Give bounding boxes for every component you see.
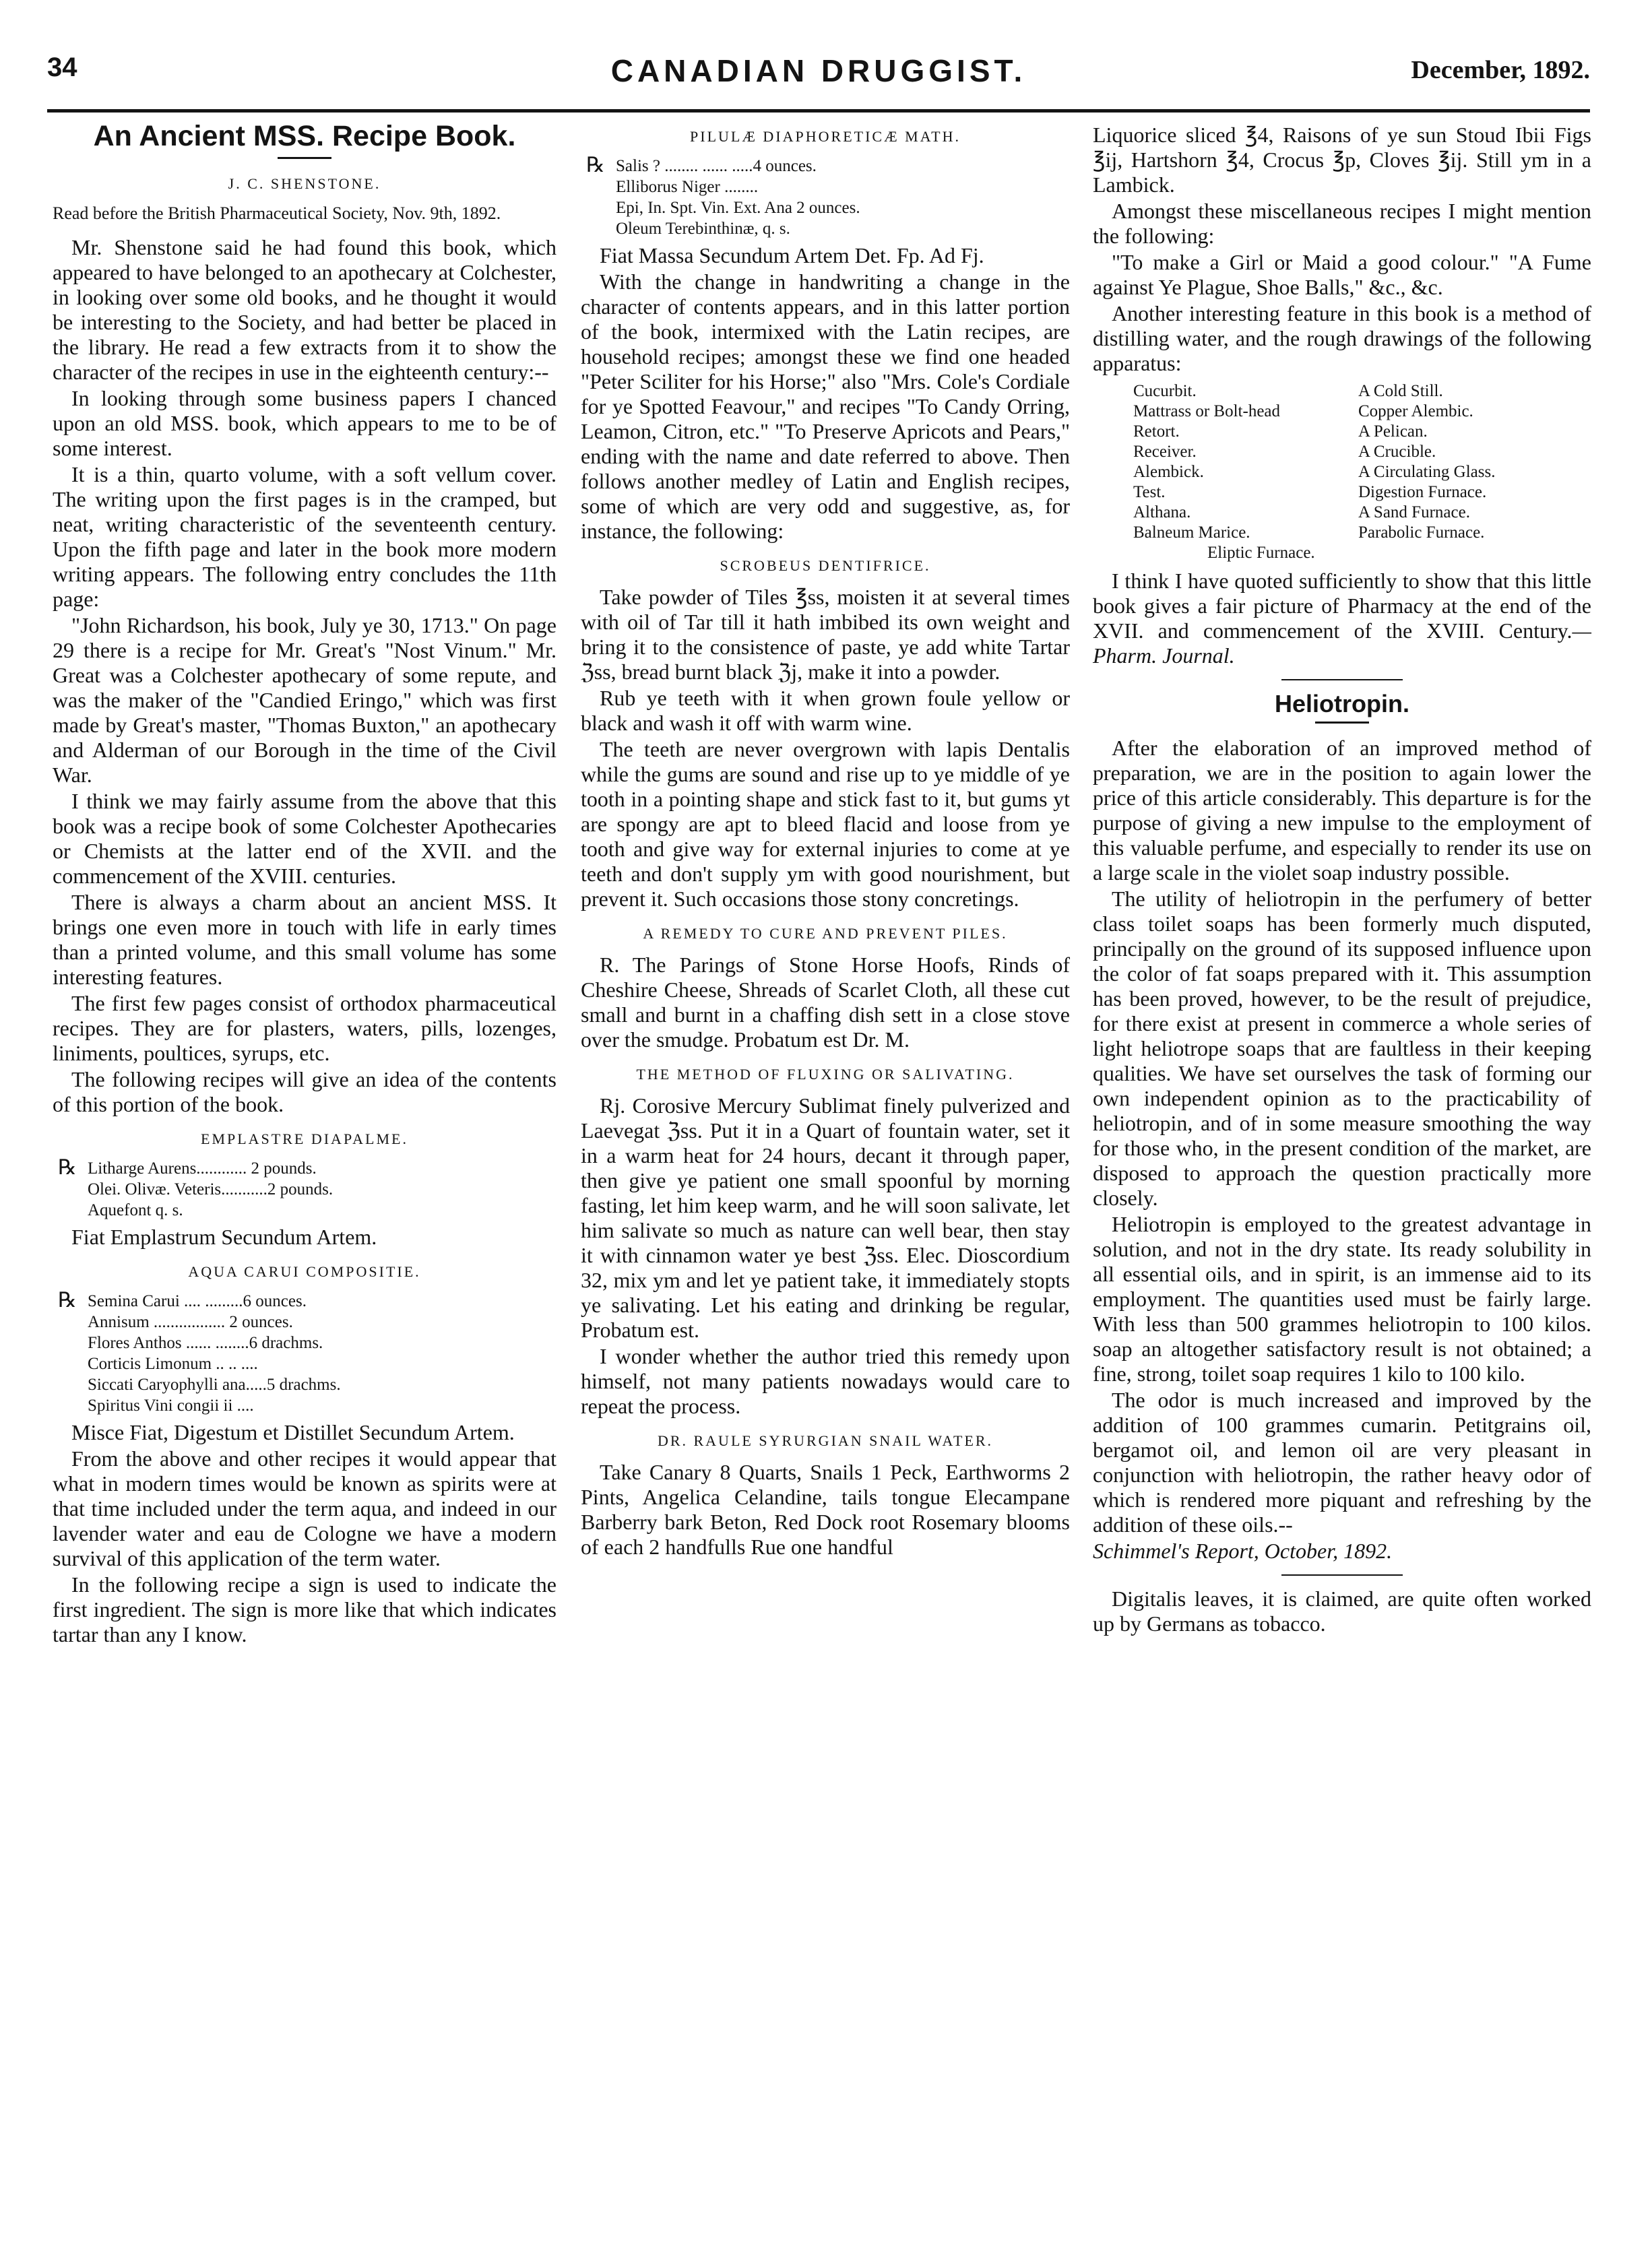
title-divider bbox=[278, 157, 331, 159]
article-divider bbox=[1281, 679, 1403, 680]
recipe-sign-icon: ℞ bbox=[586, 153, 605, 177]
recipe-sign-icon: ℞ bbox=[58, 1288, 77, 1312]
column-left bbox=[53, 120, 557, 1648]
ingredient: Elliborus Niger ........ bbox=[616, 178, 759, 196]
paragraph: I think we may fairly assume from the above that this book was a recipe book of some Colchester Apothecaries or Chemists at the latter end of the XVII. and the commencement of the XVIII. centuries. bbox=[53, 789, 557, 888]
paragraph: In looking through some business papers I chanced upon an old MSS. book, which appears to me to be of some interest. bbox=[53, 386, 557, 460]
paragraph: After the elaboration of an improved method of preparation, we are in the position to again lower the price of this article considerably. This departure is for the purpose of giving a new impulse to the employment of this valuable perfume, and especially to render its use on a large scale in the violet soap industry possible. bbox=[1093, 736, 1591, 885]
paragraph: Take Canary 8 Quarts, Snails 1 Peck, Earthworms 2 Pints, Angelica Celandine, tails tongue Elecampane Barberry bark Beton, Red Dock root Rosemary blooms of each 2 handfulls Rue one handful bbox=[581, 1460, 1070, 1559]
recipe-instruction: Fiat Massa Secundum Artem Det. Fp. Ad Fj. bbox=[600, 243, 984, 267]
paragraph: I wonder whether the author tried this remedy upon himself, not many patients nowadays would care to repeat the process. bbox=[581, 1344, 1070, 1418]
paragraph: There is always a charm about an ancient MSS. It brings one even more in touch with life in early times than a printed volume, and this small volume has some interesting features. bbox=[53, 890, 557, 989]
page-header bbox=[47, 53, 1590, 94]
recipe-ingredients bbox=[581, 153, 1070, 239]
apparatus-item: Test. bbox=[1133, 483, 1166, 501]
paragraph: The first few pages consist of orthodox pharmaceutical recipes. They are for plasters, waters, pills, lozenges, liniments, poultices, syrups, etc. bbox=[53, 991, 557, 1065]
paragraph: "John Richardson, his book, July ye 30, 1713." On page 29 there is a recipe for Mr. Great's "Nost Vinum." Mr. Great was a Colchester apothecary of some repute, and was the maker of the "Candied Eringo," which was first made by Great's master, "Thomas Buxton," an apothecary and Alderman of our Borough in the time of the Civil War. bbox=[53, 613, 557, 787]
recipe-ingredients bbox=[53, 1155, 557, 1221]
paragraph bbox=[1093, 569, 1591, 668]
apparatus-item: Retort. bbox=[1133, 422, 1180, 441]
paragraph: Take powder of Tiles ℥ss, moisten it at several times with oil of Tar till it hath imbibed its own weight and bring it to the consistence of paste, ye add white Tartar ℨss, bread burnt black ℨj, make it into a powder. bbox=[581, 585, 1070, 684]
page-number: 34 bbox=[47, 53, 77, 82]
paragraph: The odor is much increased and improved by the addition of 100 grammes cumarin. Petitgrains oil, bergamot oil, and lemon oil are very pleasant in conjunction with heliotropin, the rather heavy odor of which is rendered more piquant and refreshing by the addition of these oils.-- bbox=[1093, 1388, 1591, 1537]
paragraph: From the above and other recipes it would appear that what in modern times would be known as spirits were at that time included under the term aqua, and indeed in our lavender water and eau de Cologne we have a modern survival of this application of the term water. bbox=[53, 1446, 557, 1570]
ingredient: Spiritus Vini congii ii .... bbox=[88, 1397, 254, 1415]
publication-title: CANADIAN DRUGGIST. bbox=[610, 53, 1027, 88]
title-divider bbox=[1315, 722, 1369, 724]
ingredient: Semina Carui .... .........6 ounces. bbox=[88, 1292, 307, 1310]
article-title: An Ancient MSS. Recipe Book. bbox=[93, 120, 516, 152]
recipe-heading: AQUA CARUI COMPOSITIE. bbox=[188, 1263, 421, 1280]
header-rule bbox=[47, 109, 1590, 113]
paragraph: Liquorice sliced ℥4, Raisons of ye sun Stoud Ibii Figs ℥ij, Hartshorn ℥4, Crocus ℥p, Cloves ℥ij. Still ym in a Lambick. bbox=[1093, 123, 1591, 197]
column-middle bbox=[581, 123, 1070, 1561]
apparatus-item: Mattrass or Bolt-head bbox=[1133, 402, 1281, 420]
ingredient: Epi, In. Spt. Vin. Ext. Ana 2 ounces. bbox=[616, 199, 860, 217]
apparatus-item: Eliptic Furnace. bbox=[1207, 544, 1315, 562]
ingredient: Olei. Olivæ. Veteris...........2 pounds. bbox=[88, 1180, 333, 1198]
recipe-heading: PILULÆ DIAPHORETICÆ MATH. bbox=[690, 128, 961, 145]
paragraph: The teeth are never overgrown with lapis Dentalis while the gums are sound and rise up to ye middle of ye tooth in a pointing shape and stick fast to it, but gums yt are spongy are apt to bleed flacid and loose from ye tooth and give way for external injuries to come at ye teeth and don't supply ym with good nourishment, but prevent it. Such occasions those stony concretings. bbox=[581, 737, 1070, 911]
paragraph: Rub ye teeth with it when grown foule yellow or black and wash it off with warm wine. bbox=[581, 686, 1070, 735]
ingredient: Flores Anthos ...... ........6 drachms. bbox=[88, 1334, 323, 1352]
recipe-heading: A REMEDY TO CURE AND PREVENT PILES. bbox=[643, 925, 1008, 942]
ingredient: Corticis Limonum .. .. .... bbox=[88, 1355, 258, 1373]
paragraph: In the following recipe a sign is used to indicate the first ingredient. The sign is more like that which indicates tartar than any I know. bbox=[53, 1572, 557, 1646]
paragraph: R. The Parings of Stone Horse Hoofs, Rinds of Cheshire Cheese, Shreads of Scarlet Cloth, all these cut small and burnt in a chaffing dish sett in a close stove over the smudge. Probatum est Dr. M. bbox=[581, 953, 1070, 1052]
recipe-instruction: Fiat Emplastrum Secundum Artem. bbox=[71, 1225, 377, 1249]
read-note: Read before the British Pharmaceutical Society, Nov. 9th, 1892. bbox=[53, 203, 501, 223]
ingredient: Litharge Aurens............ 2 pounds. bbox=[88, 1159, 317, 1178]
apparatus-item: A Circulating Glass. bbox=[1358, 463, 1496, 481]
apparatus-item: A Pelican. bbox=[1358, 422, 1428, 441]
column-right bbox=[1093, 123, 1591, 1638]
issue-date: December, 1892. bbox=[1411, 56, 1590, 84]
source-citation bbox=[1093, 1539, 1591, 1564]
paragraph: Mr. Shenstone said he had found this book, which appeared to have belonged to an apothecary at Colchester, in looking over some old books, and he thought it would be interesting to the Society, and had better be placed in the library. He read a few extracts from it to show the character of the recipes in use in the eighteenth century:-- bbox=[53, 235, 557, 384]
source-citation: —Pharm. Journal. bbox=[1093, 618, 1591, 668]
paragraph: The following recipes will give an idea of the contents of this portion of the book. bbox=[53, 1067, 557, 1116]
apparatus-item: Parabolic Furnace. bbox=[1358, 523, 1485, 542]
apparatus-item: Balneum Marice. bbox=[1133, 523, 1250, 542]
apparatus-item: A Cold Still. bbox=[1358, 382, 1443, 400]
closing-text: I think I have quoted sufficiently to show that this little book gives a fair picture of Pharmacy at the end of the XVII. and commencement of the XVIII. Century. bbox=[1093, 569, 1591, 643]
article-title: Heliotropin. bbox=[1275, 690, 1409, 717]
recipe-ingredients bbox=[53, 1288, 557, 1416]
ingredient: Annisum ................. 2 ounces. bbox=[88, 1313, 293, 1331]
apparatus-item: Althana. bbox=[1133, 503, 1191, 521]
paragraph: "To make a Girl or Maid a good colour." "A Fume against Ye Plague, Shoe Balls," &c., &c. bbox=[1093, 250, 1591, 299]
apparatus-list bbox=[1093, 381, 1591, 543]
ingredient: Siccati Caryophylli ana.....5 drachms. bbox=[88, 1376, 341, 1394]
recipe-heading: EMPLASTRE DIAPALME. bbox=[201, 1130, 408, 1147]
ingredient: Oleum Terebinthinæ, q. s. bbox=[616, 220, 790, 238]
recipe-heading: SCROBEUS DENTIFRICE. bbox=[720, 557, 931, 574]
apparatus-item: A Crucible. bbox=[1358, 443, 1436, 461]
apparatus-item: Alembick. bbox=[1133, 463, 1204, 481]
paragraph: It is a thin, quarto volume, with a soft vellum cover. The writing upon the first pages is in the cramped, but neat, writing characteristic of the seventeenth century. Upon the fifth page and later in the book more modern writing appears. The following entry concludes the 11th page: bbox=[53, 462, 557, 611]
paragraph: Rj. Corosive Mercury Sublimat finely pulverized and Laevegat ℨss. Put it in a Quart of fountain water, set it in a warm heat for 24 hours, decant it through paper, then give ye patient one small spoonful by morning fasting, let him keep warm, and he will soon salivate, let him salivate so much as nature can well bear, then stay it with cinnamon water ye best ℨss. Elec. Dioscordium 32, mix ym and let ye patient take, it immediately stopts ye salivating. Let his eating and drinking be regular, Probatum est. bbox=[581, 1093, 1070, 1342]
apparatus-item: Copper Alembic. bbox=[1358, 402, 1473, 420]
paragraph: Digitalis leaves, it is claimed, are quite often worked up by Germans as tobacco. bbox=[1093, 1587, 1591, 1636]
recipe-heading: THE METHOD OF FLUXING OR SALIVATING. bbox=[636, 1066, 1015, 1083]
ingredient: Salis ? ........ ...... .....4 ounces. bbox=[616, 157, 817, 175]
paragraph: With the change in handwriting a change in the character of contents appears, and in this latter portion of the book, intermixed with the Latin recipes, are household recipes; amongst these we find one headed "Peter Sciliter for his Horse;" also "Mrs. Cole's Cordiale for ye Spotted Feavour," and recipes "To Candy Orring, Leamon, Citron, etc." "To Preserve Apricots and Pears," ending with the name and date referred to above. Then follows another medley of Latin and English recipes, some of which are very odd and suggestive, as, for instance, the following: bbox=[581, 269, 1070, 543]
paragraph: The utility of heliotropin in the perfumery of better class toilet soaps has been formerly much disputed, principally on the ground of its supposed influence upon the color of fat soaps prepared with it. This assumption has been proved, however, to be the result of prejudice, for there exist at present in commerce a whole series of light heliotrope soaps that are faultless in their keeping qualities. We have set ourselves the task of forming our own independent opinion as to the practicability of heliotropin, and of in some measure smoothing the way for those who, in the present condition of the market, are disposed to approach the question practically more closely. bbox=[1093, 887, 1591, 1210]
paragraph: Amongst these miscellaneous recipes I might mention the following: bbox=[1093, 199, 1591, 248]
apparatus-item: Cucurbit. bbox=[1133, 382, 1197, 400]
article-author: J. C. SHENSTONE. bbox=[228, 175, 381, 192]
apparatus-item: A Sand Furnace. bbox=[1358, 503, 1470, 521]
apparatus-item: Receiver. bbox=[1133, 443, 1197, 461]
recipe-heading: DR. RAULE SYRURGIAN SNAIL WATER. bbox=[657, 1432, 994, 1449]
paragraph: Heliotropin is employed to the greatest advantage in solution, and not in the dry state. Its ready solubility in all essential oils, and in spirit, is an immense aid to its employment. The quantities used must be fairly large. With less than 500 grammes heliotropin to 100 kilos. soap an altogether satisfactory result is not obtained; a fine, strong, toilet soap requires 1 kilo to 100 kilo. bbox=[1093, 1212, 1591, 1386]
article-divider bbox=[1281, 1574, 1403, 1576]
ingredient: Aquefont q. s. bbox=[88, 1201, 183, 1219]
recipe-instruction: Misce Fiat, Digestum et Distillet Secundum Artem. bbox=[71, 1420, 515, 1444]
recipe-sign-icon: ℞ bbox=[58, 1155, 77, 1179]
source-citation-text: Schimmel's Report, October, 1892. bbox=[1093, 1539, 1393, 1563]
paragraph: Another interesting feature in this book is a method of distilling water, and the rough drawings of the following apparatus: bbox=[1093, 301, 1591, 375]
apparatus-item: Digestion Furnace. bbox=[1358, 483, 1487, 501]
